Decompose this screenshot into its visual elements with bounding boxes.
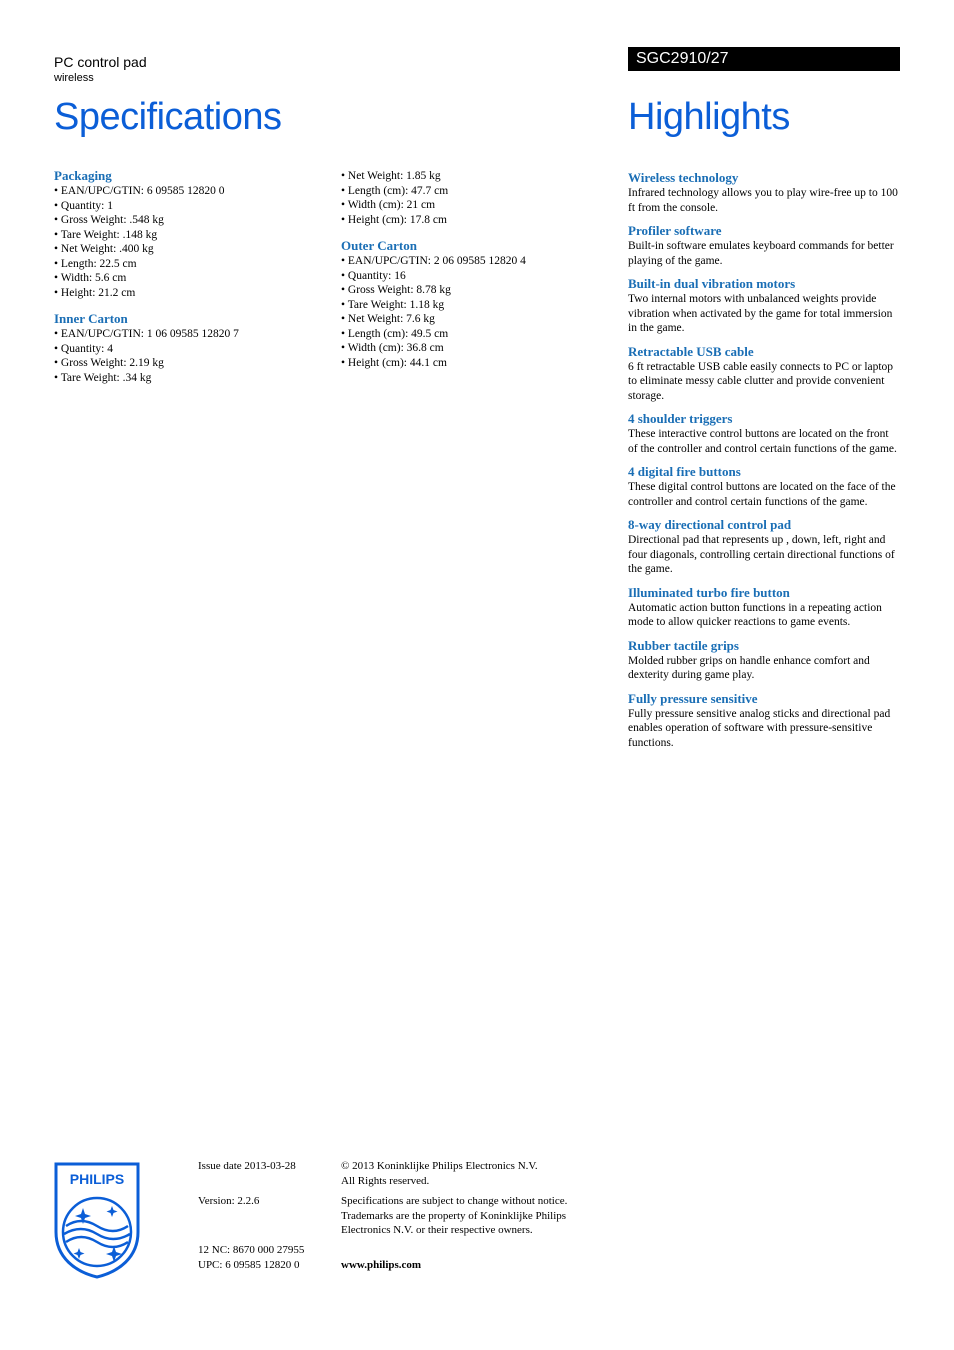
spec-item: • Net Weight: 1.85 kg [341, 169, 611, 184]
spec-list [54, 184, 324, 300]
section-heading: Packaging [54, 168, 112, 183]
highlight-title: Retractable USB cable [628, 343, 754, 359]
highlight-text: Built-in software emulates keyboard commands for better playing of the game. [628, 240, 894, 267]
section-heading: Outer Carton [341, 238, 417, 253]
highlight-item [628, 517, 900, 577]
specs-middle-column [341, 169, 611, 381]
highlight-item [628, 691, 900, 751]
product-subtitle: wireless [54, 72, 94, 84]
notice-line: Specifications are subject to change without notice. [341, 1195, 568, 1207]
highlight-text: Automatic action button functions in a repeating action mode to allow quicker reactions to game events. [628, 601, 882, 628]
highlight-text: 6 ft retractable USB cable easily connects to PC or laptop to eliminate messy cable clutter and provide convenient storage. [628, 360, 894, 402]
spec-item: • Width: 5.6 cm [54, 271, 324, 286]
upc-code: UPC: 6 09585 12820 0 [198, 1258, 300, 1271]
highlight-text: These digital control buttons are located on the face of the controller and control certain functions of the game. [628, 481, 896, 508]
highlight-title: Rubber tactile grips [628, 637, 739, 653]
spec-item: • Tare Weight: .34 kg [54, 371, 324, 386]
footer-legal-column [341, 1159, 611, 1272]
highlight-title: 8-way directional control pad [628, 517, 792, 532]
section-heading: Inner Carton [54, 311, 128, 326]
highlight-title: Illuminated turbo fire button [628, 584, 790, 600]
specifications-title: Specifications [54, 96, 282, 138]
spec-section-packaging [54, 168, 324, 300]
product-name: PC control pad [54, 54, 147, 70]
highlight-text: These interactive control buttons are located on the front of the controller and control certain functions of the game. [628, 428, 897, 455]
twelve-nc: 12 NC: 8670 000 27955 [198, 1244, 305, 1256]
rights-line: All Rights reserved. [341, 1174, 430, 1187]
spec-item: • Quantity: 16 [341, 269, 611, 284]
highlight-item [628, 170, 900, 215]
highlight-title: 4 digital fire buttons [628, 464, 741, 479]
website-link[interactable]: www.philips.com [341, 1258, 422, 1271]
spec-item: • Length (cm): 47.7 cm [341, 184, 611, 199]
highlight-item [628, 223, 900, 268]
highlight-item [628, 344, 900, 404]
highlight-title: Built-in dual vibration motors [628, 276, 796, 291]
issue-date: Issue date 2013-03-28 [198, 1160, 296, 1172]
logo-wordmark: PHILIPS [69, 1171, 125, 1187]
spec-item: • Net Weight: .400 kg [54, 242, 324, 257]
spec-item: • Width (cm): 36.8 cm [341, 341, 611, 356]
highlight-title: 4 shoulder triggers [628, 411, 733, 426]
highlight-item [628, 638, 900, 683]
spec-item: • Net Weight: 7.6 kg [341, 312, 611, 327]
spec-item: • Tare Weight: 1.18 kg [341, 298, 611, 313]
spec-section-inner-carton [54, 311, 324, 385]
highlight-item [628, 411, 900, 456]
specs-left-column [54, 168, 324, 396]
spec-item: • Length: 22.5 cm [54, 257, 324, 272]
spec-item: • Height: 21.2 cm [54, 286, 324, 301]
copyright-line: © 2013 Koninklijke Philips Electronics N.V. [341, 1160, 538, 1172]
highlight-title: Profiler software [628, 223, 722, 238]
spec-list-continued [341, 169, 611, 227]
highlight-text: Infrared technology allows you to play wire-free up to 100 ft from the console. [628, 187, 898, 214]
spec-item: • Gross Weight: .548 kg [54, 213, 324, 228]
footer-meta-column [198, 1159, 333, 1272]
highlight-item [628, 464, 900, 509]
highlight-item [628, 585, 900, 630]
spec-item: • Length (cm): 49.5 cm [341, 327, 611, 342]
spec-section-outer-carton [341, 238, 611, 370]
notice-line: Trademarks are the property of Koninklijke Philips [341, 1209, 567, 1222]
version: Version: 2.2.6 [198, 1194, 260, 1207]
notice-line: Electronics N.V. or their respective owners. [341, 1224, 533, 1236]
highlight-text: Two internal motors with unbalanced weights provide vibration when activated by the game for total immersion in the game. [628, 293, 893, 334]
spec-item: • EAN/UPC/GTIN: 2 06 09585 12820 4 [341, 254, 611, 269]
philips-shield-logo [54, 1162, 140, 1279]
spec-item: • Gross Weight: 2.19 kg [54, 356, 324, 371]
spec-item: • Width (cm): 21 cm [341, 198, 611, 213]
highlight-text: Molded rubber grips on handle enhance comfort and dexterity during game play. [628, 654, 870, 681]
highlight-title: Wireless technology [628, 170, 739, 185]
spec-item: • Quantity: 1 [54, 199, 324, 214]
spec-item: • Gross Weight: 8.78 kg [341, 283, 611, 298]
highlights-title: Highlights [628, 96, 790, 138]
highlight-title: Fully pressure sensitive [628, 690, 758, 706]
spec-item: • EAN/UPC/GTIN: 1 06 09585 12820 7 [54, 327, 324, 342]
highlight-text: Fully pressure sensitive analog sticks and directional pad enables operation of software with pressure-sensitive functions. [628, 707, 891, 749]
spec-item: • Height (cm): 17.8 cm [341, 213, 611, 228]
spec-list [341, 254, 611, 370]
spec-item: • EAN/UPC/GTIN: 6 09585 12820 0 [54, 184, 324, 199]
spec-item: • Height (cm): 44.1 cm [341, 356, 611, 371]
highlights-column [628, 170, 900, 758]
spec-item: • Tare Weight: .148 kg [54, 228, 324, 243]
highlight-text: Directional pad that represents up , down, left, right and four diagonals, controlling certain directional functions of the game. [628, 534, 895, 575]
model-number-bar: SGC2910/27 [628, 47, 900, 71]
highlight-item [628, 276, 900, 336]
spec-item: • Quantity: 4 [54, 342, 324, 357]
spec-list [54, 327, 324, 385]
